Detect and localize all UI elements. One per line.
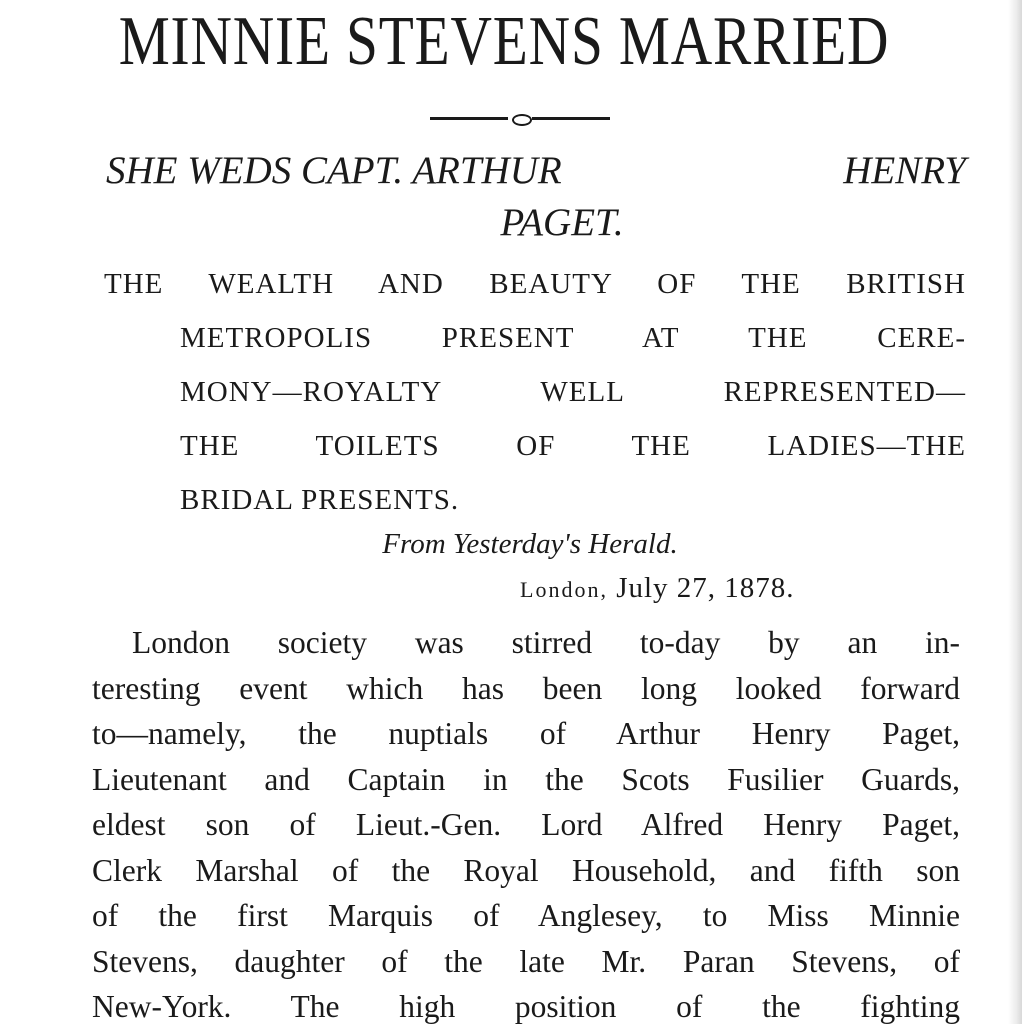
subheadline [106, 145, 966, 249]
body-line: teresting event which has been long looked forward [92, 670, 960, 706]
subheadline-text-end: HENRY [843, 149, 966, 192]
headline: MINNIE STEVENS MARRIED [118, 3, 890, 80]
dateline-place: London, [520, 577, 608, 602]
deck-line: THE TOILETS OF THE LADIES—THE [180, 430, 966, 462]
ornamental-divider [430, 112, 610, 126]
body-line: Stevens, daughter of the late Mr. Paran Stevens, of [92, 943, 960, 979]
dateline [520, 572, 795, 605]
deck-headline [104, 257, 966, 527]
subheadline-line-1 [106, 145, 966, 197]
body-line: London society was stirred to-day by an in- [132, 625, 960, 660]
divider-rule-left [430, 117, 508, 120]
subheadline-text: SHE WEDS CAPT. ARTHUR [106, 149, 562, 192]
body-line: of the first Marquis of Anglesey, to Miss Minnie [92, 898, 960, 933]
body-line: Clerk Marshal of the Royal Household, and fifth son [92, 852, 960, 888]
subheadline-line-2: PAGET. [500, 201, 624, 244]
source-credit: From Yesterday's Herald. [382, 528, 678, 560]
divider-ornament [512, 114, 532, 126]
article-body [92, 620, 960, 1030]
divider-rule-right [532, 117, 610, 120]
body-line: to—namely, the nuptials of Arthur Henry Paget, [92, 716, 960, 751]
deck-line: THE WEALTH AND BEAUTY OF THE BRITISH [104, 268, 966, 300]
deck-line: MONY—ROYALTY WELL REPRESENTED— [180, 376, 966, 408]
deck-line: BRIDAL PRESENTS. [180, 484, 460, 516]
page-edge-shadow [1008, 0, 1022, 1024]
deck-line: METROPOLIS PRESENT AT THE CERE- [180, 322, 966, 354]
dateline-date: July 27, 1878. [616, 572, 795, 604]
body-line: eldest son of Lieut.-Gen. Lord Alfred Henry Paget, [92, 807, 960, 842]
body-line: Lieutenant and Captain in the Scots Fusilier Guards, [92, 761, 960, 797]
body-line: New-York. The high position of the fighting [92, 989, 960, 1024]
